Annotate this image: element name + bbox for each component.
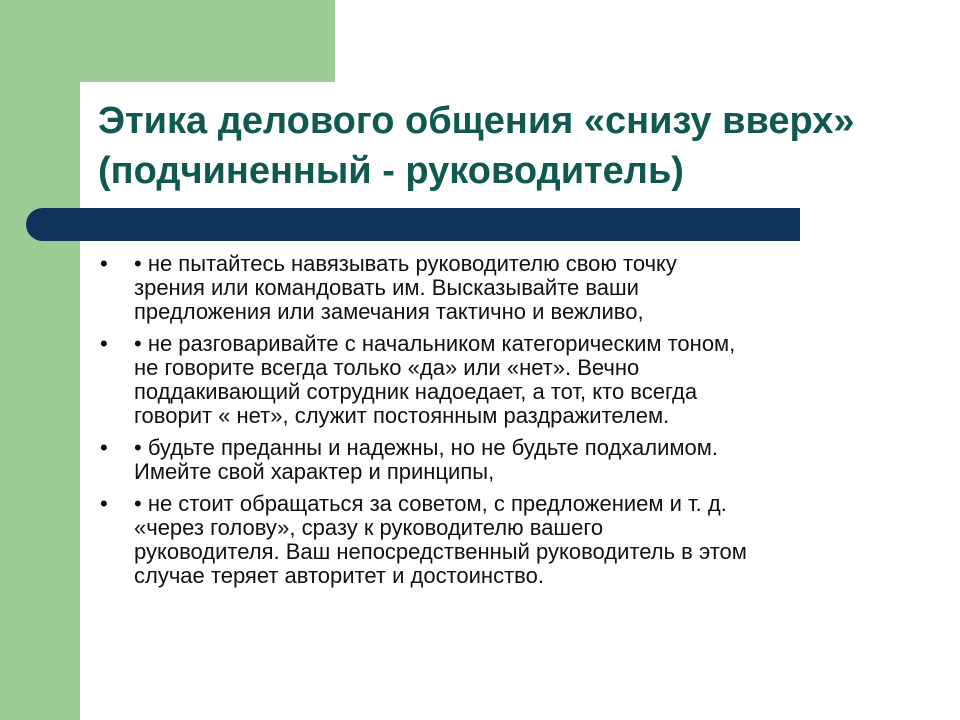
bullet-dot-icon: • — [100, 435, 108, 460]
title-underline-bar — [26, 208, 800, 241]
slide-title: Этика делового общения «снизу вверх» (подчиненный - руководитель) — [98, 100, 855, 192]
bullet-dot-icon: • — [100, 491, 108, 516]
list-item — [100, 332, 920, 428]
list-item-text: • не стоит обращаться за советом, с предложением и т. д. «через голову», сразу к руководителю вашего руководителя. Ваш непосредственный руководитель в этом случае теряет авторитет и достоинство. — [134, 491, 747, 588]
list-item — [100, 436, 920, 484]
list-item-text: • не пытайтесь навязывать руководителю свою точку зрения или командовать им. Высказывайте ваши предложения или замечания тактично и вежливо, — [134, 251, 677, 324]
decor-green-left — [0, 0, 80, 720]
list-item-text: • будьте преданны и надежны, но не будьте подхалимом. Имейте свой характер и принципы, — [134, 435, 719, 484]
bullet-dot-icon: • — [100, 331, 108, 356]
list-item — [100, 252, 920, 324]
bullet-list — [100, 252, 920, 596]
bullet-dot-icon: • — [100, 251, 108, 276]
list-item-text: • не разговаривайте с начальником категорическим тоном, не говорите всегда только «да» или «нет». Вечно поддакивающий сотрудник надоедает, а тот, кто всегда говорит « нет», служит постоянным раздражителем. — [134, 331, 736, 428]
list-item — [100, 492, 920, 588]
